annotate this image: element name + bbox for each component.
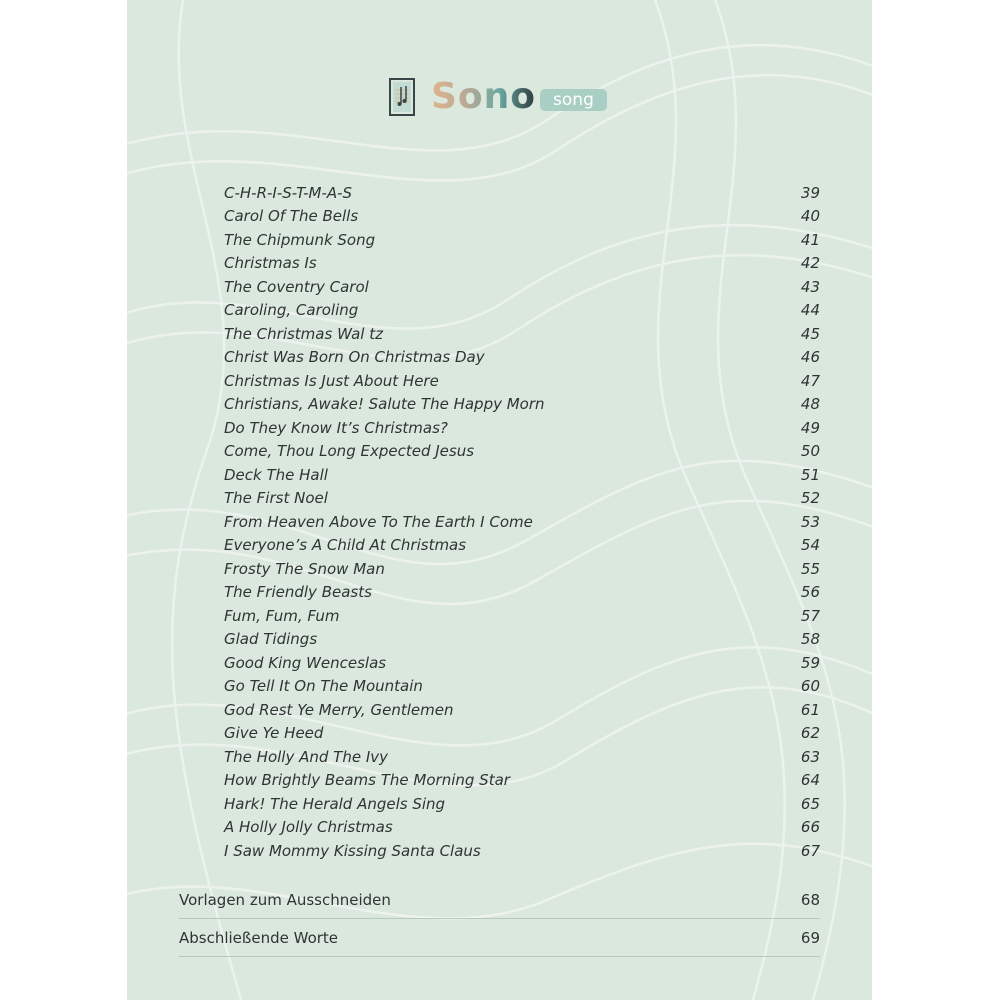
book-music-icon xyxy=(387,77,417,117)
toc-entry-page: 57 xyxy=(800,606,820,625)
toc-entry[interactable] xyxy=(224,393,820,417)
section-entry[interactable] xyxy=(179,881,820,919)
extra-sections xyxy=(179,881,820,957)
toc-entry-title: The Christmas Wal tz xyxy=(224,324,383,343)
section-entry-title: Abschließende Worte xyxy=(179,928,339,947)
toc-entry-title: Christ Was Born On Christmas Day xyxy=(224,348,485,367)
section-entry-title: Vorlagen zum Ausschneiden xyxy=(179,890,391,909)
toc-entry-title: Christians, Awake! Salute The Happy Morn xyxy=(224,395,545,414)
toc-entry-title: The Chipmunk Song xyxy=(224,230,376,249)
toc-entry-title: Do They Know It’s Christmas? xyxy=(224,418,448,437)
toc-entry-page: 54 xyxy=(800,536,820,555)
toc-entry[interactable] xyxy=(224,275,820,299)
toc-entry-page: 55 xyxy=(800,559,820,578)
toc-entry-title: A Holly Jolly Christmas xyxy=(224,818,393,837)
toc-entry-page: 59 xyxy=(800,653,820,672)
toc-entry[interactable] xyxy=(224,299,820,323)
toc-entry-page: 43 xyxy=(800,277,820,296)
toc-entry[interactable] xyxy=(224,487,820,511)
toc-entry[interactable] xyxy=(224,534,820,558)
sono-song-logo xyxy=(387,74,607,120)
toc-entry[interactable] xyxy=(224,440,820,464)
logo-wordmark: Sono xyxy=(431,76,537,117)
toc-entry[interactable] xyxy=(224,604,820,628)
section-entry[interactable] xyxy=(179,919,820,957)
toc-entry-page: 67 xyxy=(800,841,820,860)
toc-entry-page: 60 xyxy=(800,677,820,696)
toc-entry-title: Deck The Hall xyxy=(224,465,328,484)
section-entry-page: 69 xyxy=(800,928,820,947)
toc-entry-title: Give Ye Heed xyxy=(224,724,324,743)
toc-entry-page: 66 xyxy=(800,818,820,837)
toc-entry-page: 48 xyxy=(800,395,820,414)
toc-entry-title: The First Noel xyxy=(224,489,328,508)
toc-entry[interactable] xyxy=(224,722,820,746)
toc-entry-page: 56 xyxy=(800,583,820,602)
toc-entry[interactable] xyxy=(224,557,820,581)
toc-entry-title: Hark! The Herald Angels Sing xyxy=(224,794,446,813)
toc-entry[interactable] xyxy=(224,745,820,769)
toc-entry-title: Everyone’s A Child At Christmas xyxy=(224,536,467,555)
toc-entry[interactable] xyxy=(224,792,820,816)
toc-entry-page: 41 xyxy=(800,230,820,249)
toc-entry-title: C-H-R-I-S-T-M-A-S xyxy=(224,183,353,202)
toc-entry-title: Frosty The Snow Man xyxy=(224,559,385,578)
toc-entry[interactable] xyxy=(224,369,820,393)
toc-entry[interactable] xyxy=(224,510,820,534)
toc-entry-title: Glad Tidings xyxy=(224,630,318,649)
toc-entry[interactable] xyxy=(224,346,820,370)
toc-entry-title: Good King Wenceslas xyxy=(224,653,387,672)
toc-entry[interactable] xyxy=(224,628,820,652)
toc-entry-page: 53 xyxy=(800,512,820,531)
toc-entry[interactable] xyxy=(224,581,820,605)
toc-entry-page: 63 xyxy=(800,747,820,766)
toc-entry[interactable] xyxy=(224,181,820,205)
toc-entry-page: 42 xyxy=(800,254,820,273)
toc-entry-title: The Friendly Beasts xyxy=(224,583,372,602)
toc-entry-page: 49 xyxy=(800,418,820,437)
toc-entry-title: God Rest Ye Merry, Gentlemen xyxy=(224,700,454,719)
toc-entry-page: 47 xyxy=(800,371,820,390)
toc-entry-page: 50 xyxy=(800,442,820,461)
toc-entry[interactable] xyxy=(224,463,820,487)
toc-entry-page: 52 xyxy=(800,489,820,508)
toc-entry-page: 40 xyxy=(800,207,820,226)
toc-entry[interactable] xyxy=(224,416,820,440)
toc-entry-title: Go Tell It On The Mountain xyxy=(224,677,423,696)
toc-entry[interactable] xyxy=(224,698,820,722)
toc-entry[interactable] xyxy=(224,675,820,699)
toc-entry[interactable] xyxy=(224,769,820,793)
toc-entry-title: Christmas Is xyxy=(224,254,317,273)
toc-entry-page: 65 xyxy=(800,794,820,813)
toc-entry-title: Christmas Is Just About Here xyxy=(224,371,439,390)
toc-entry-title: Come, Thou Long Expected Jesus xyxy=(224,442,475,461)
toc-entry-page: 62 xyxy=(800,724,820,743)
toc-entry-title: Caroling, Caroling xyxy=(224,301,359,320)
toc-entry[interactable] xyxy=(224,252,820,276)
toc-entry-title: From Heaven Above To The Earth I Come xyxy=(224,512,533,531)
toc-entry-title: Fum, Fum, Fum xyxy=(224,606,340,625)
toc-entry-page: 44 xyxy=(800,301,820,320)
toc-entry-page: 45 xyxy=(800,324,820,343)
toc-entry-title: The Holly And The Ivy xyxy=(224,747,389,766)
toc-entry-title: Carol Of The Bells xyxy=(224,207,359,226)
toc-entry-page: 39 xyxy=(800,183,820,202)
toc-entry[interactable] xyxy=(224,322,820,346)
toc-entry[interactable] xyxy=(224,839,820,863)
toc-entry[interactable] xyxy=(224,651,820,675)
toc-entry-title: I Saw Mommy Kissing Santa Claus xyxy=(224,841,481,860)
toc-entry[interactable] xyxy=(224,228,820,252)
book-page xyxy=(127,0,872,1000)
section-entry-page: 68 xyxy=(800,890,820,909)
logo-badge: song xyxy=(540,89,607,111)
table-of-contents xyxy=(224,181,820,863)
toc-entry[interactable] xyxy=(224,816,820,840)
toc-entry-title: How Brightly Beams The Morning Star xyxy=(224,771,510,790)
toc-entry[interactable] xyxy=(224,205,820,229)
toc-entry-page: 58 xyxy=(800,630,820,649)
toc-entry-page: 61 xyxy=(800,700,820,719)
toc-entry-page: 46 xyxy=(800,348,820,367)
toc-entry-page: 51 xyxy=(800,465,820,484)
toc-entry-title: The Coventry Carol xyxy=(224,277,369,296)
toc-entry-page: 64 xyxy=(800,771,820,790)
